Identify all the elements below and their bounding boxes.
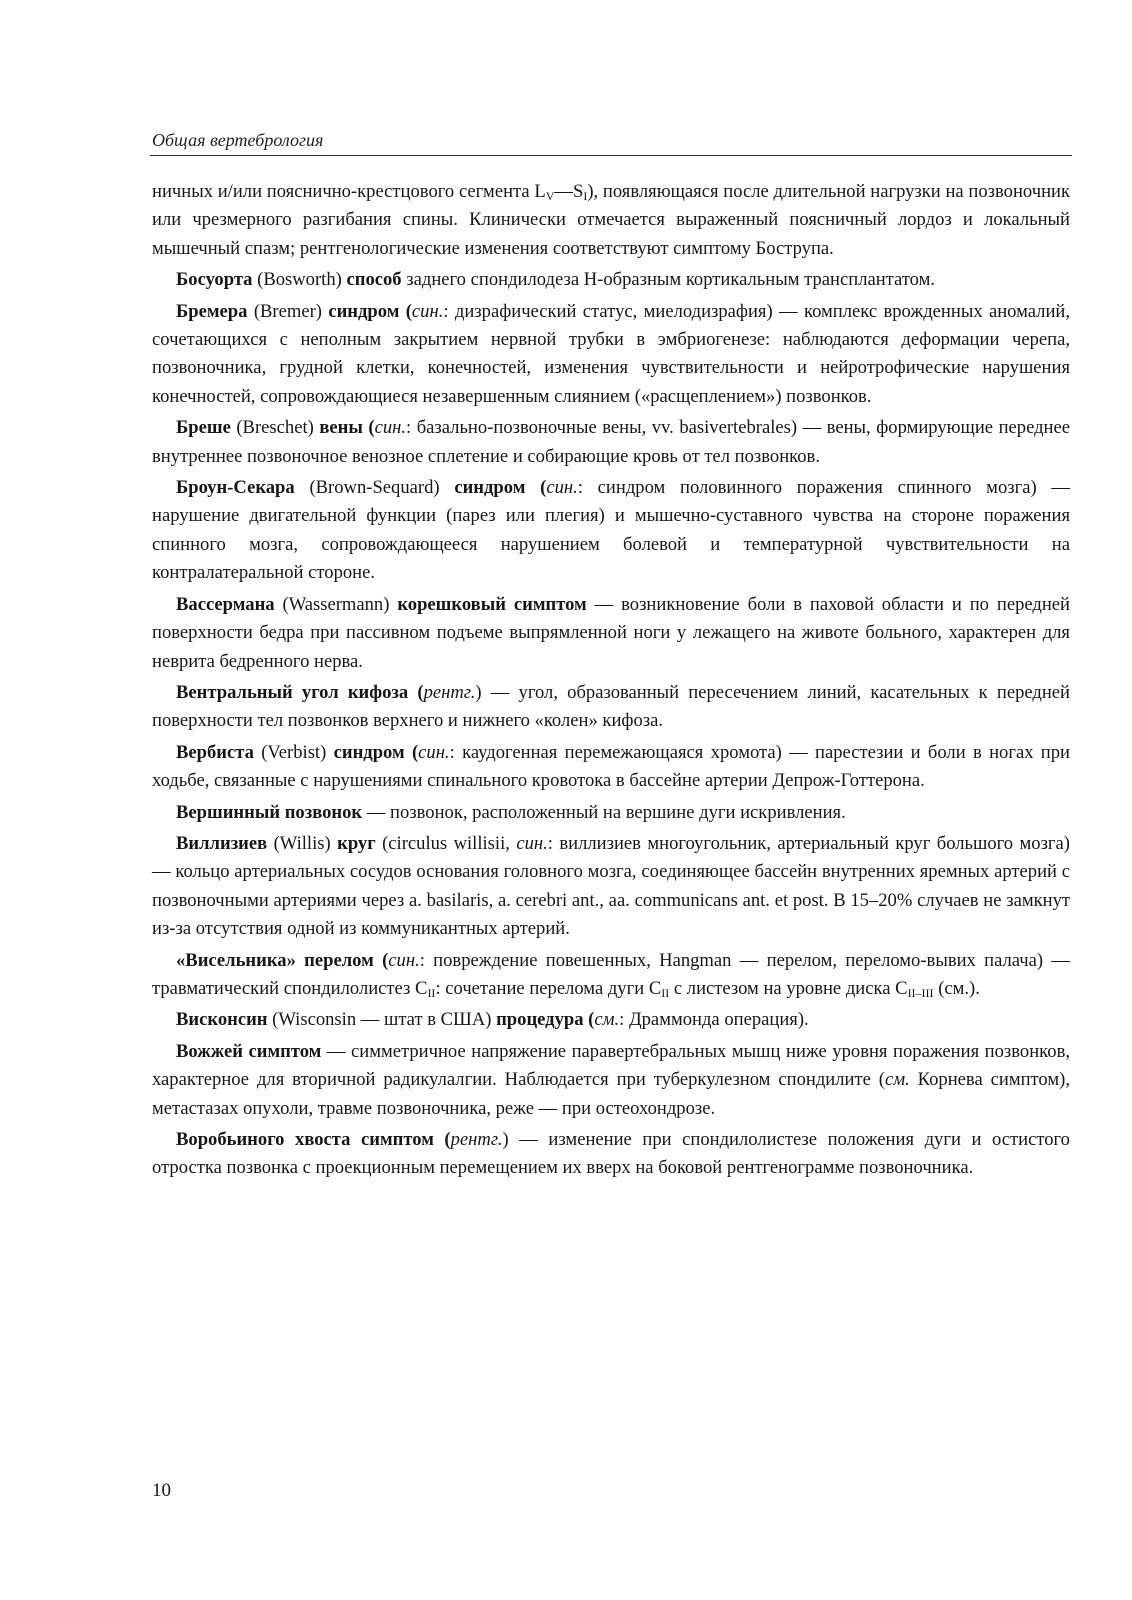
dictionary-text bbox=[152, 178, 1070, 1183]
entry-term: корешковый симптом bbox=[397, 593, 587, 615]
entry-abbrev: син. bbox=[388, 949, 420, 971]
entry-subscript: V bbox=[545, 189, 555, 203]
entry-term: Воробьиного хвоста симптом ( bbox=[176, 1129, 451, 1150]
entry-abbrev: рентг. bbox=[450, 1129, 503, 1150]
running-title: Общая вертебрология bbox=[152, 130, 324, 150]
dictionary-entry bbox=[152, 679, 1070, 736]
entry-abbrev: син. bbox=[546, 477, 578, 499]
entry-text: ) — изменение при спондилолистезе положения дуги и остистого отростка позвонка с проекционным перемещением их вверх на боковой рентгенограмме позвоночника. bbox=[152, 1129, 1070, 1179]
entry-text: : повреждение повешенных, Hangman — перелом, переломо-вывих палача) — травматический спондилолистез C bbox=[152, 949, 1070, 999]
entry-abbrev: см. bbox=[884, 1069, 910, 1091]
entry-text: с листезом на уровне диска C bbox=[669, 977, 908, 999]
entry-term: Бремера bbox=[176, 300, 248, 322]
entry-text: — позвонок, расположенный на вершине дуги искривления. bbox=[362, 801, 846, 823]
dictionary-entry bbox=[152, 591, 1070, 676]
entry-abbrev: рентг. bbox=[423, 681, 476, 703]
dictionary-entry bbox=[152, 1126, 1070, 1183]
entry-term: круг bbox=[337, 832, 376, 854]
entry-continuation bbox=[152, 178, 1070, 263]
dictionary-entry bbox=[152, 266, 1070, 294]
entry-text: заднего спондилодеза Н-образным кортикальным трансплантатом. bbox=[401, 269, 936, 291]
entry-term: Вентральный угол кифоза ( bbox=[176, 681, 424, 703]
entry-text: (Verbist) bbox=[253, 741, 334, 763]
entry-text: : синдром половинного поражения спинного мозга) — нарушение двигательной функции (парез или плегия) и мышечно-суставного чувства на стороне поражения спинного мозга, сопровождающееся нарушением болевой и температурной чувствительности на контралатеральной стороне. bbox=[152, 477, 1070, 584]
entry-subscript: II bbox=[427, 985, 436, 1000]
entry-text: —S bbox=[554, 181, 584, 202]
dictionary-entry bbox=[152, 739, 1070, 796]
entry-term: вены ( bbox=[319, 417, 375, 439]
entry-text: ) — угол, образованный пересечением линий, касательных к передней поверхности тел позвонков верхнего и нижнего «колен» кифоза. bbox=[152, 681, 1070, 732]
entry-text: : Драммонда операция). bbox=[619, 1009, 809, 1031]
entry-text: (Wisconsin — штат в США) bbox=[267, 1009, 497, 1031]
entry-term: Висконсин bbox=[176, 1009, 268, 1031]
entry-text: ), появляющаяся после длительной нагрузки на позвоночник или чрезмерного разгибания спины. Клинически отмечается выраженный поясничный лордоз и локальный мышечный спазм; рентгенологические изменения соответствуют симптому Бострупа. bbox=[152, 181, 1071, 259]
entry-text: (Brown-Sequard) bbox=[294, 477, 455, 499]
dictionary-entry bbox=[152, 414, 1070, 471]
entry-term: Виллизиев bbox=[176, 832, 268, 854]
entry-abbrev: см. bbox=[594, 1009, 620, 1031]
entry-text: (Wassermann) bbox=[274, 593, 398, 615]
dictionary-entry bbox=[152, 474, 1070, 588]
header-rule bbox=[150, 155, 1072, 156]
dictionary-entry bbox=[152, 1006, 1070, 1034]
entry-term: синдром ( bbox=[328, 300, 412, 322]
dictionary-entry bbox=[152, 830, 1070, 944]
entry-text: : каудогенная перемежающаяся хромота) — парестезии и боли в ногах при ходьбе, связанные с нарушениями спинального кровотока в бассейне артерии Депрож-Готтерона. bbox=[152, 741, 1070, 792]
dictionary-entry bbox=[152, 1038, 1070, 1123]
entry-term: Броун-Секара bbox=[176, 477, 295, 499]
entry-text: : базально-позвоночные вены, vv. basivertebrales) — вены, формирующие переднее внутреннее позвоночное венозное сплетение и собирающие кровь от тел позвонков. bbox=[152, 417, 1071, 467]
entry-term: Босуорта bbox=[176, 269, 253, 291]
entry-text: (Bosworth) bbox=[252, 269, 347, 291]
entry-subscript: I bbox=[583, 189, 588, 203]
entry-term: Вассермана bbox=[176, 593, 275, 615]
entry-term: способ bbox=[346, 269, 402, 291]
entry-abbrev: син. bbox=[411, 300, 444, 322]
entry-term: Вожжей симптом bbox=[176, 1040, 322, 1062]
entry-term: процедура ( bbox=[496, 1009, 595, 1031]
entry-term: синдром ( bbox=[454, 477, 547, 499]
dictionary-entry bbox=[152, 799, 1070, 827]
entry-text: (Willis) bbox=[267, 832, 338, 854]
dictionary-entry bbox=[152, 298, 1070, 412]
entry-text: Корнева симптом), метастазах опухоли, травме позвоночника, реже — при остеохондрозе. bbox=[152, 1069, 1070, 1119]
entry-text: — возникновение боли в паховой области и по передней поверхности бедра при пассивном подъеме выпрямленной ноги у лежащего на животе больного, характерен для неврита бедренного нерва. bbox=[152, 593, 1070, 672]
entry-term: «Висельника» перелом ( bbox=[176, 949, 389, 971]
entry-abbrev: син. bbox=[374, 417, 407, 439]
entry-text: (Bremer) bbox=[247, 300, 329, 322]
entry-term: синдром ( bbox=[333, 741, 419, 763]
entry-subscript: II bbox=[661, 985, 670, 1000]
entry-text: (Breschet) bbox=[230, 417, 320, 439]
entry-text: (circulus willisii, bbox=[375, 832, 517, 854]
entry-text: (см.). bbox=[933, 977, 980, 999]
entry-term: Вершинный позвонок bbox=[176, 801, 363, 823]
entry-subscript: II–III bbox=[907, 985, 934, 1000]
page-number: 10 bbox=[152, 1480, 171, 1501]
entry-text: : сочетание перелома дуги C bbox=[435, 977, 662, 999]
entry-term: Вербиста bbox=[176, 741, 254, 763]
entry-abbrev: син. bbox=[516, 832, 548, 854]
entry-text: : дизрафический статус, миелодизрафия) — комплекс врожденных аномалий, сочетающихся с неполным закрытием нервной трубки в эмбриогенезе: наблюдаются деформации черепа, позвоночника, грудной клетки, конечностей, изменения чувствительности и нейротрофические нарушения конечностей, сопровождающиеся незавершенным слиянием («расщеплением») позвонков. bbox=[152, 300, 1071, 407]
entry-text: — симметричное напряжение паравертебральных мышц ниже уровня поражения позвонков, характерное для вторичной радикулалгии. Наблюдается при туберкулезном спондилите ( bbox=[152, 1040, 1070, 1091]
entry-term: Бреше bbox=[176, 417, 231, 439]
entry-text: : виллизиев многоугольник, артериальный круг большого мозга) — кольцо артериальных сосудов основания головного мозга, соединяющее бассейн внутренних яремных артерий с позвоночными артериями через a. basilaris, a. cerebri ant., aa. communicans ant. et post. В 15–20% случаев не замкнут из-за отсутствия одной из коммуникантных артерий. bbox=[152, 832, 1070, 940]
entry-abbrev: син. bbox=[418, 741, 450, 763]
entry-text: ничных и/или пояснично-крестцового сегмента L bbox=[152, 181, 546, 202]
dictionary-entry bbox=[152, 947, 1070, 1004]
